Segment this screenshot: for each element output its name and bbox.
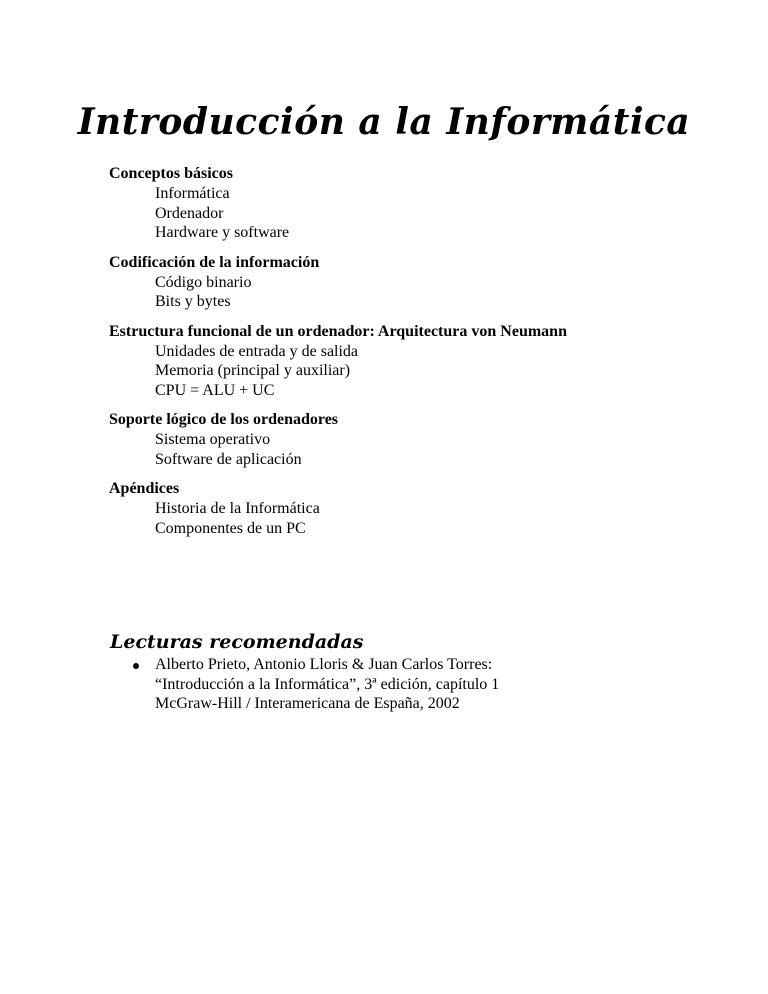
- course-outline: [109, 163, 729, 547]
- section-items: [109, 499, 729, 538]
- section-item: Memoria (principal y auxiliar): [155, 362, 351, 379]
- reading-book-title: “Introducción a la Informática”, 3ª edición, capítulo 1: [155, 675, 500, 693]
- section-heading: Conceptos básicos: [109, 165, 234, 182]
- section-item: Software de aplicación: [155, 450, 302, 468]
- section-item: Sistema operativo: [155, 431, 271, 448]
- bullet-icon: [133, 663, 139, 669]
- reading-item: [130, 655, 730, 714]
- readings-list: [130, 655, 730, 714]
- section-item: Bits y bytes: [155, 293, 231, 310]
- section-item: Componentes de un PC: [155, 519, 306, 537]
- section-item: Historia de la Informática: [155, 500, 320, 517]
- section-heading: Estructura funcional de un ordenador: Arquitectura von Neumann: [109, 322, 567, 340]
- reading-authors: Alberto Prieto, Antonio Lloris & Juan Carlos Torres:: [155, 656, 493, 673]
- section-items: [109, 430, 729, 469]
- section-heading: Soporte lógico de los ordenadores: [109, 411, 339, 428]
- section-apendices: [109, 478, 729, 538]
- section-item: Ordenador: [155, 204, 224, 222]
- readings-title: Lecturas recomendadas: [110, 630, 364, 653]
- section-item: Código binario: [155, 273, 252, 291]
- section-conceptos-basicos: [109, 163, 729, 243]
- reading-publisher: McGraw-Hill / Interamericana de España, 2002: [155, 695, 460, 712]
- section-items: [109, 342, 729, 401]
- section-heading: Apéndices: [109, 480, 180, 497]
- section-item: Unidades de entrada y de salida: [155, 342, 359, 360]
- section-item: Hardware y software: [155, 224, 290, 241]
- section-soporte-logico: [109, 409, 729, 469]
- document-title: Introducción a la Informática: [77, 101, 691, 144]
- section-estructura-funcional: [109, 321, 729, 401]
- section-codificacion: [109, 252, 729, 312]
- section-items: [109, 184, 729, 243]
- section-items: [109, 273, 729, 312]
- section-item: CPU = ALU + UC: [155, 381, 275, 399]
- section-heading: Codificación de la información: [109, 253, 320, 271]
- section-item: Informática: [155, 185, 230, 202]
